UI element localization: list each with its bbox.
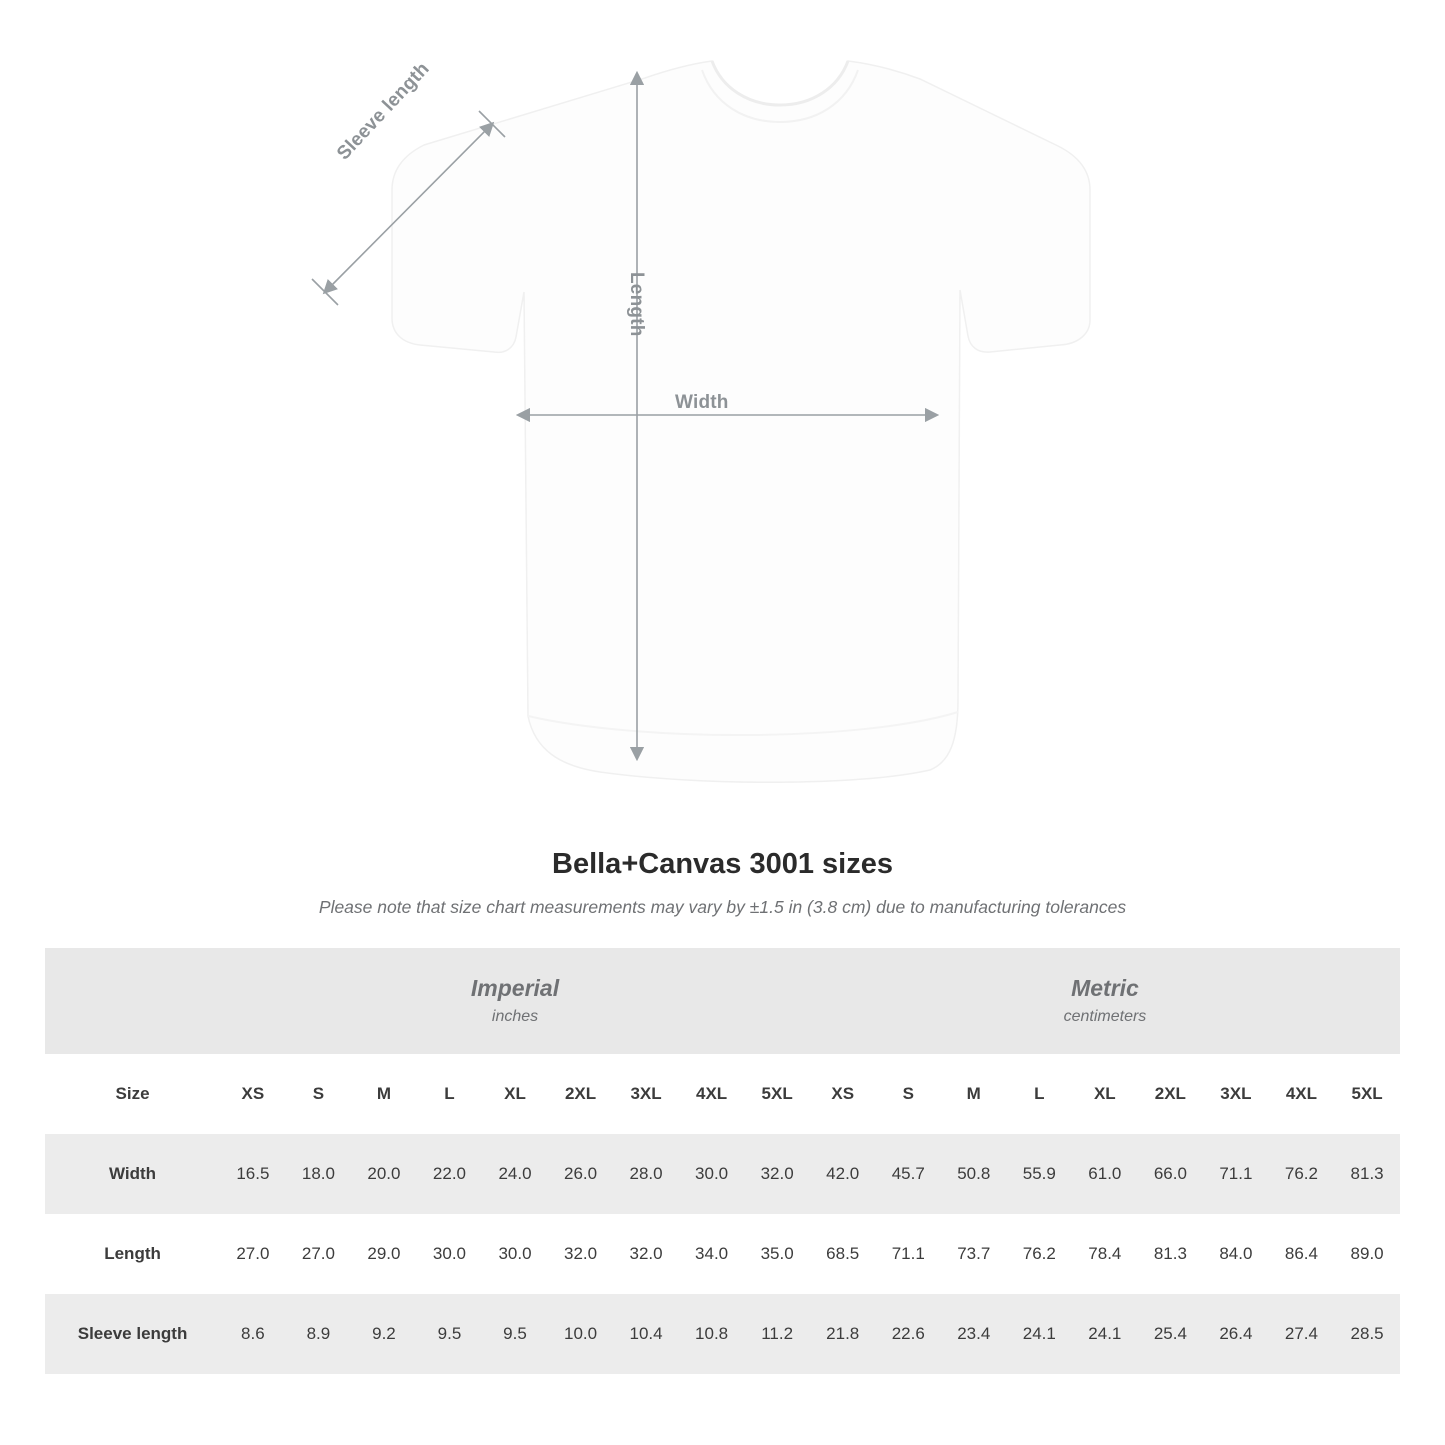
cell-width: 20.0 [351, 1134, 417, 1214]
cell-sleeve: 26.4 [1203, 1294, 1269, 1374]
size-column-header: 5XL [1334, 1054, 1400, 1134]
cell-width: 50.8 [941, 1134, 1007, 1214]
cell-sleeve: 8.6 [220, 1294, 286, 1374]
size-column-header: M [351, 1054, 417, 1134]
size-column-header: M [941, 1054, 1007, 1134]
cell-length: 89.0 [1334, 1214, 1400, 1294]
unit-group-imperial [220, 948, 810, 1054]
cell-sleeve: 28.5 [1334, 1294, 1400, 1374]
cell-length: 84.0 [1203, 1214, 1269, 1294]
size-column-header: 2XL [548, 1054, 614, 1134]
cell-sleeve: 24.1 [1007, 1294, 1073, 1374]
size-table [45, 948, 1400, 1374]
shirt-shape [392, 61, 1090, 782]
cell-width: 18.0 [286, 1134, 352, 1214]
cell-length: 76.2 [1007, 1214, 1073, 1294]
size-column-header: 4XL [1269, 1054, 1335, 1134]
row-label-length: Length [45, 1214, 220, 1294]
cell-sleeve: 10.4 [613, 1294, 679, 1374]
size-column-header: L [417, 1054, 483, 1134]
width-label: Width [675, 392, 729, 413]
cell-width: 81.3 [1334, 1134, 1400, 1214]
cell-length: 32.0 [613, 1214, 679, 1294]
cell-width: 42.0 [810, 1134, 876, 1214]
cell-sleeve: 22.6 [875, 1294, 941, 1374]
cell-length: 27.0 [286, 1214, 352, 1294]
size-column-header: 3XL [613, 1054, 679, 1134]
cell-length: 78.4 [1072, 1214, 1138, 1294]
unit-group-metric [810, 948, 1400, 1054]
size-column-header: 4XL [679, 1054, 745, 1134]
unit-group-imperial-sub: inches [491, 1007, 539, 1025]
cell-width: 66.0 [1138, 1134, 1204, 1214]
cell-sleeve: 23.4 [941, 1294, 1007, 1374]
size-column-header: S [875, 1054, 941, 1134]
page-title: Bella+Canvas 3001 sizes [552, 848, 893, 880]
size-column-header: 5XL [744, 1054, 810, 1134]
unit-group-imperial-name: Imperial [470, 975, 560, 1002]
sleeve-length-label: Sleeve length [333, 58, 434, 165]
size-column-header: XS [220, 1054, 286, 1134]
cell-width: 32.0 [744, 1134, 810, 1214]
row-label-width: Width [45, 1134, 220, 1214]
cell-width: 22.0 [417, 1134, 483, 1214]
cell-length: 71.1 [875, 1214, 941, 1294]
cell-sleeve: 9.5 [417, 1294, 483, 1374]
size-column-header: 3XL [1203, 1054, 1269, 1134]
row-label-sleeve-length: Sleeve length [45, 1294, 220, 1374]
tolerance-note: Please note that size chart measurements may vary by ±1.5 in (3.8 cm) due to manufacturing tolerances [318, 897, 1127, 917]
unit-group-metric-name: Metric [1071, 975, 1139, 1002]
cell-sleeve: 25.4 [1138, 1294, 1204, 1374]
size-column-header: XL [482, 1054, 548, 1134]
cell-sleeve: 11.2 [744, 1294, 810, 1374]
size-column-header: XS [810, 1054, 876, 1134]
cell-length: 73.7 [941, 1214, 1007, 1294]
length-label: Length [626, 272, 647, 337]
cell-sleeve: 24.1 [1072, 1294, 1138, 1374]
cell-sleeve: 10.8 [679, 1294, 745, 1374]
cell-sleeve: 9.2 [351, 1294, 417, 1374]
size-column-header: 2XL [1138, 1054, 1204, 1134]
cell-width: 30.0 [679, 1134, 745, 1214]
size-column-header: S [286, 1054, 352, 1134]
cell-length: 86.4 [1269, 1214, 1335, 1294]
size-column-header: L [1007, 1054, 1073, 1134]
cell-length: 35.0 [744, 1214, 810, 1294]
table-row [45, 1294, 1400, 1374]
table-row [45, 1134, 1400, 1214]
cell-sleeve: 27.4 [1269, 1294, 1335, 1374]
cell-length: 29.0 [351, 1214, 417, 1294]
cell-sleeve: 21.8 [810, 1294, 876, 1374]
size-header-label: Size [45, 1054, 220, 1134]
unit-group-metric-sub: centimeters [1063, 1007, 1147, 1025]
size-table-container [45, 948, 1400, 1374]
cell-sleeve: 8.9 [286, 1294, 352, 1374]
cell-width: 76.2 [1269, 1134, 1335, 1214]
size-column-header: XL [1072, 1054, 1138, 1134]
cell-width: 71.1 [1203, 1134, 1269, 1214]
cell-length: 30.0 [417, 1214, 483, 1294]
cell-width: 45.7 [875, 1134, 941, 1214]
cell-sleeve: 9.5 [482, 1294, 548, 1374]
chart-title-block [0, 848, 1445, 918]
cell-width: 55.9 [1007, 1134, 1073, 1214]
cell-length: 32.0 [548, 1214, 614, 1294]
cell-width: 28.0 [613, 1134, 679, 1214]
cell-width: 26.0 [548, 1134, 614, 1214]
cell-sleeve: 10.0 [548, 1294, 614, 1374]
cell-width: 16.5 [220, 1134, 286, 1214]
cell-width: 61.0 [1072, 1134, 1138, 1214]
cell-length: 68.5 [810, 1214, 876, 1294]
unit-header-spacer [45, 948, 220, 1054]
size-header-row [45, 1054, 1400, 1134]
cell-width: 24.0 [482, 1134, 548, 1214]
cell-length: 27.0 [220, 1214, 286, 1294]
cell-length: 81.3 [1138, 1214, 1204, 1294]
table-row [45, 1214, 1400, 1294]
cell-length: 30.0 [482, 1214, 548, 1294]
cell-length: 34.0 [679, 1214, 745, 1294]
unit-header-row [45, 948, 1400, 1054]
